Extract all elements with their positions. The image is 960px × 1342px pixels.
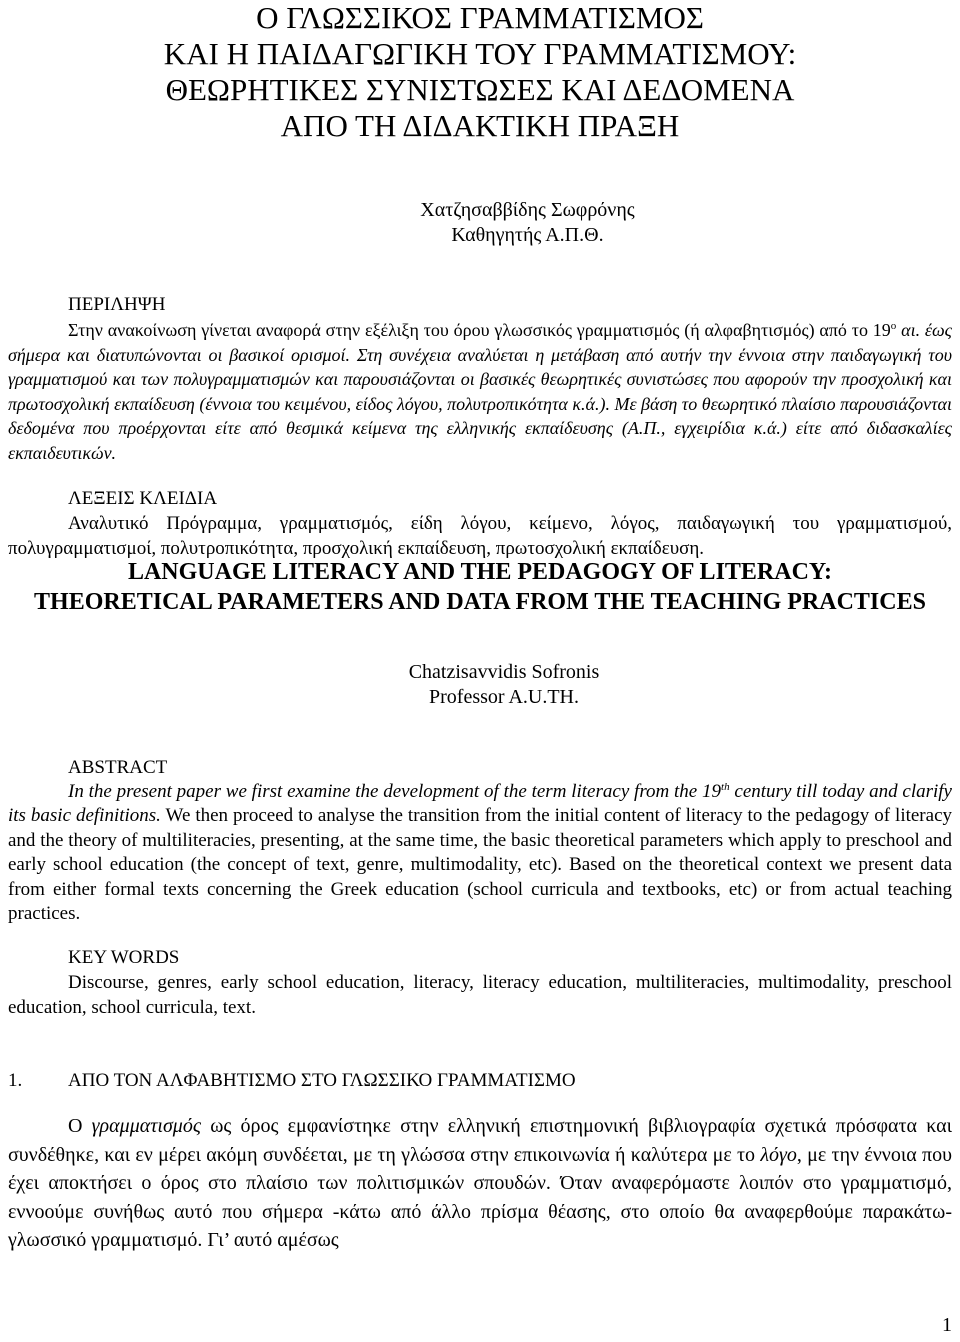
greek-keywords-text: Αναλυτικό Πρόγραμμα, γραμματισμός, είδη λόγου, κείμενο, λόγος, παιδαγωγική του γραμματισμού, πολυγραμματισμοί, πολυτροπικότητα, προσχολική εκπαίδευση, πρωτοσχολική εκπαίδευση. xyxy=(8,513,952,559)
english-title-line: LANGUAGE LITERACY AND THE PEDAGOGY OF LITERACY: xyxy=(127,559,833,585)
english-title-line: THEORETICAL PARAMETERS AND DATA FROM THE TEACHING PRACTICES xyxy=(34,589,926,615)
english-author-name: Chatzisavvidis Sofronis xyxy=(408,661,600,683)
english-author-affiliation: Professor A.U.TH. xyxy=(429,686,579,708)
greek-author-affiliation: Καθηγητής Α.Π.Θ. xyxy=(451,224,604,246)
english-title xyxy=(0,557,960,617)
term-literacy: γραμματισμός xyxy=(91,1115,201,1137)
greek-abstract-text: Στην ανακοίνωση γίνεται αναφορά στην εξέλιξη του όρου γλωσσικός γραμματισμός (ή αλφαβητισμός) από το $19^o$ αι. έως σήμερα και διατυπώνονται οι βασικοί ορισμοί. Στη συνέχεια αναλύεται η μετάβαση από αυτήν την έννοια στην παιδαγωγική του γραμματισμού και των πολυγραμματισμών και παρουσιάζονται οι βασικές θεωρητικές συνιστώσες που αφορούν την προσχολική και πρωτοσχολική εκπαίδευση (έννοια του κειμένου, είδος λόγου, πολυτροπικότητα κ.ά.). Με βάση το θεωρητικό πλαίσιο παρουσιάζονται δεδομένα που προέρχονται είτε από θεσμικά κείμενα της ελληνικής εκπαίδευσης (Α.Π., εγχειρίδια κ.ά.) είτε από διδασκαλίες εκπαιδευτικών. xyxy=(8,320,952,463)
term-logos: λόγο xyxy=(760,1143,797,1166)
greek-abstract-heading: ΠΕΡΙΛΗΨΗ xyxy=(68,294,166,315)
english-keywords-text: Discourse, genres, early school education, literacy, literacy education, multiliteracies, multimodality, preschool education, school curricula, text. xyxy=(8,972,952,1018)
page-number: 1 xyxy=(942,1314,952,1336)
greek-title-line: ΑΠΟ ΤΗ ΔΙΔΑΚΤΙΚΗ ΠΡΑΞΗ xyxy=(280,108,680,143)
greek-title-line: Ο ΓΛΩΣΣΙΚΟΣ ΓΡΑΜΜΑΤΙΣΜΟΣ xyxy=(256,0,704,35)
greek-title xyxy=(0,0,960,144)
english-author-block xyxy=(0,660,960,710)
section-heading xyxy=(8,1069,576,1093)
english-abstract-text: In the present paper we first examine the development of the term literacy from the 19th century till today and clarify its basic definitions. We then proceed to analyse the transition from the initial content of literacy to the pedagogy of literacy and the theory of multiliteracies, presenting, at the same time, the basic theoretical parameters which apply to preschool and early school education (the concept of text, genre, multimodality, etc). Based on the theoretical context we present data from either formal texts concerning the Greek education (school curricula and textbooks, etc) or from actual teaching practices. xyxy=(8,781,952,925)
section-title: ΑΠΟ ΤΟΝ ΑΛΦΑΒΗΤΙΣΜΟ ΣΤΟ ΓΛΩΣΣΙΚΟ ΓΡΑΜΜΑΤΙΣΜΟ xyxy=(68,1070,576,1091)
greek-author-name: Χατζησαββίδης Σωφρόνης xyxy=(420,199,635,221)
english-abstract-heading: ABSTRACT xyxy=(68,757,168,778)
section-number: 1. xyxy=(8,1070,23,1091)
greek-title-line: ΘΕΩΡΗΤΙΚΕΣ ΣΥΝΙΣΤΩΣΕΣ ΚΑΙ ΔΕΔΟΜΕΝΑ xyxy=(165,72,795,107)
greek-keywords-heading: ΛΕΞΕΙΣ ΚΛΕΙΔΙΑ xyxy=(68,488,218,509)
section-body-text: Ο γραμματισμός ως όρος εμφανίστηκε στην ελληνική επιστημονική βιβλιογραφία σχετικά πρόσφατα και συνδέθηκε, και εν μέρει ακόμη συνδέεται, με τη γλώσσα στην επικοινωνία ή καλύτερα με το λόγο, με την έννοια που έχει αποκτήσει ο όρος στο πλαίσιο των πολιτισμικών σπουδών. Όταν αναφερόμαστε λοιπόν στο γραμματισμό, εννοούμε συνήθως αυτό που σήμερα -κάτω από άλλο πρίσμα θέασης, στο οποίο θα αναφερθούμε παρακάτω- γλωσσικό γραμματισμό. Γι’ αυτό αμέσως xyxy=(8,1115,952,1251)
english-keywords-heading: KEY WORDS xyxy=(68,947,180,968)
greek-title-line: ΚΑΙ Η ΠΑΙΔΑΓΩΓΙΚΗ ΤΟΥ ΓΡΑΜΜΑΤΙΣΜΟΥ: xyxy=(163,36,797,71)
greek-author-block xyxy=(0,198,960,248)
